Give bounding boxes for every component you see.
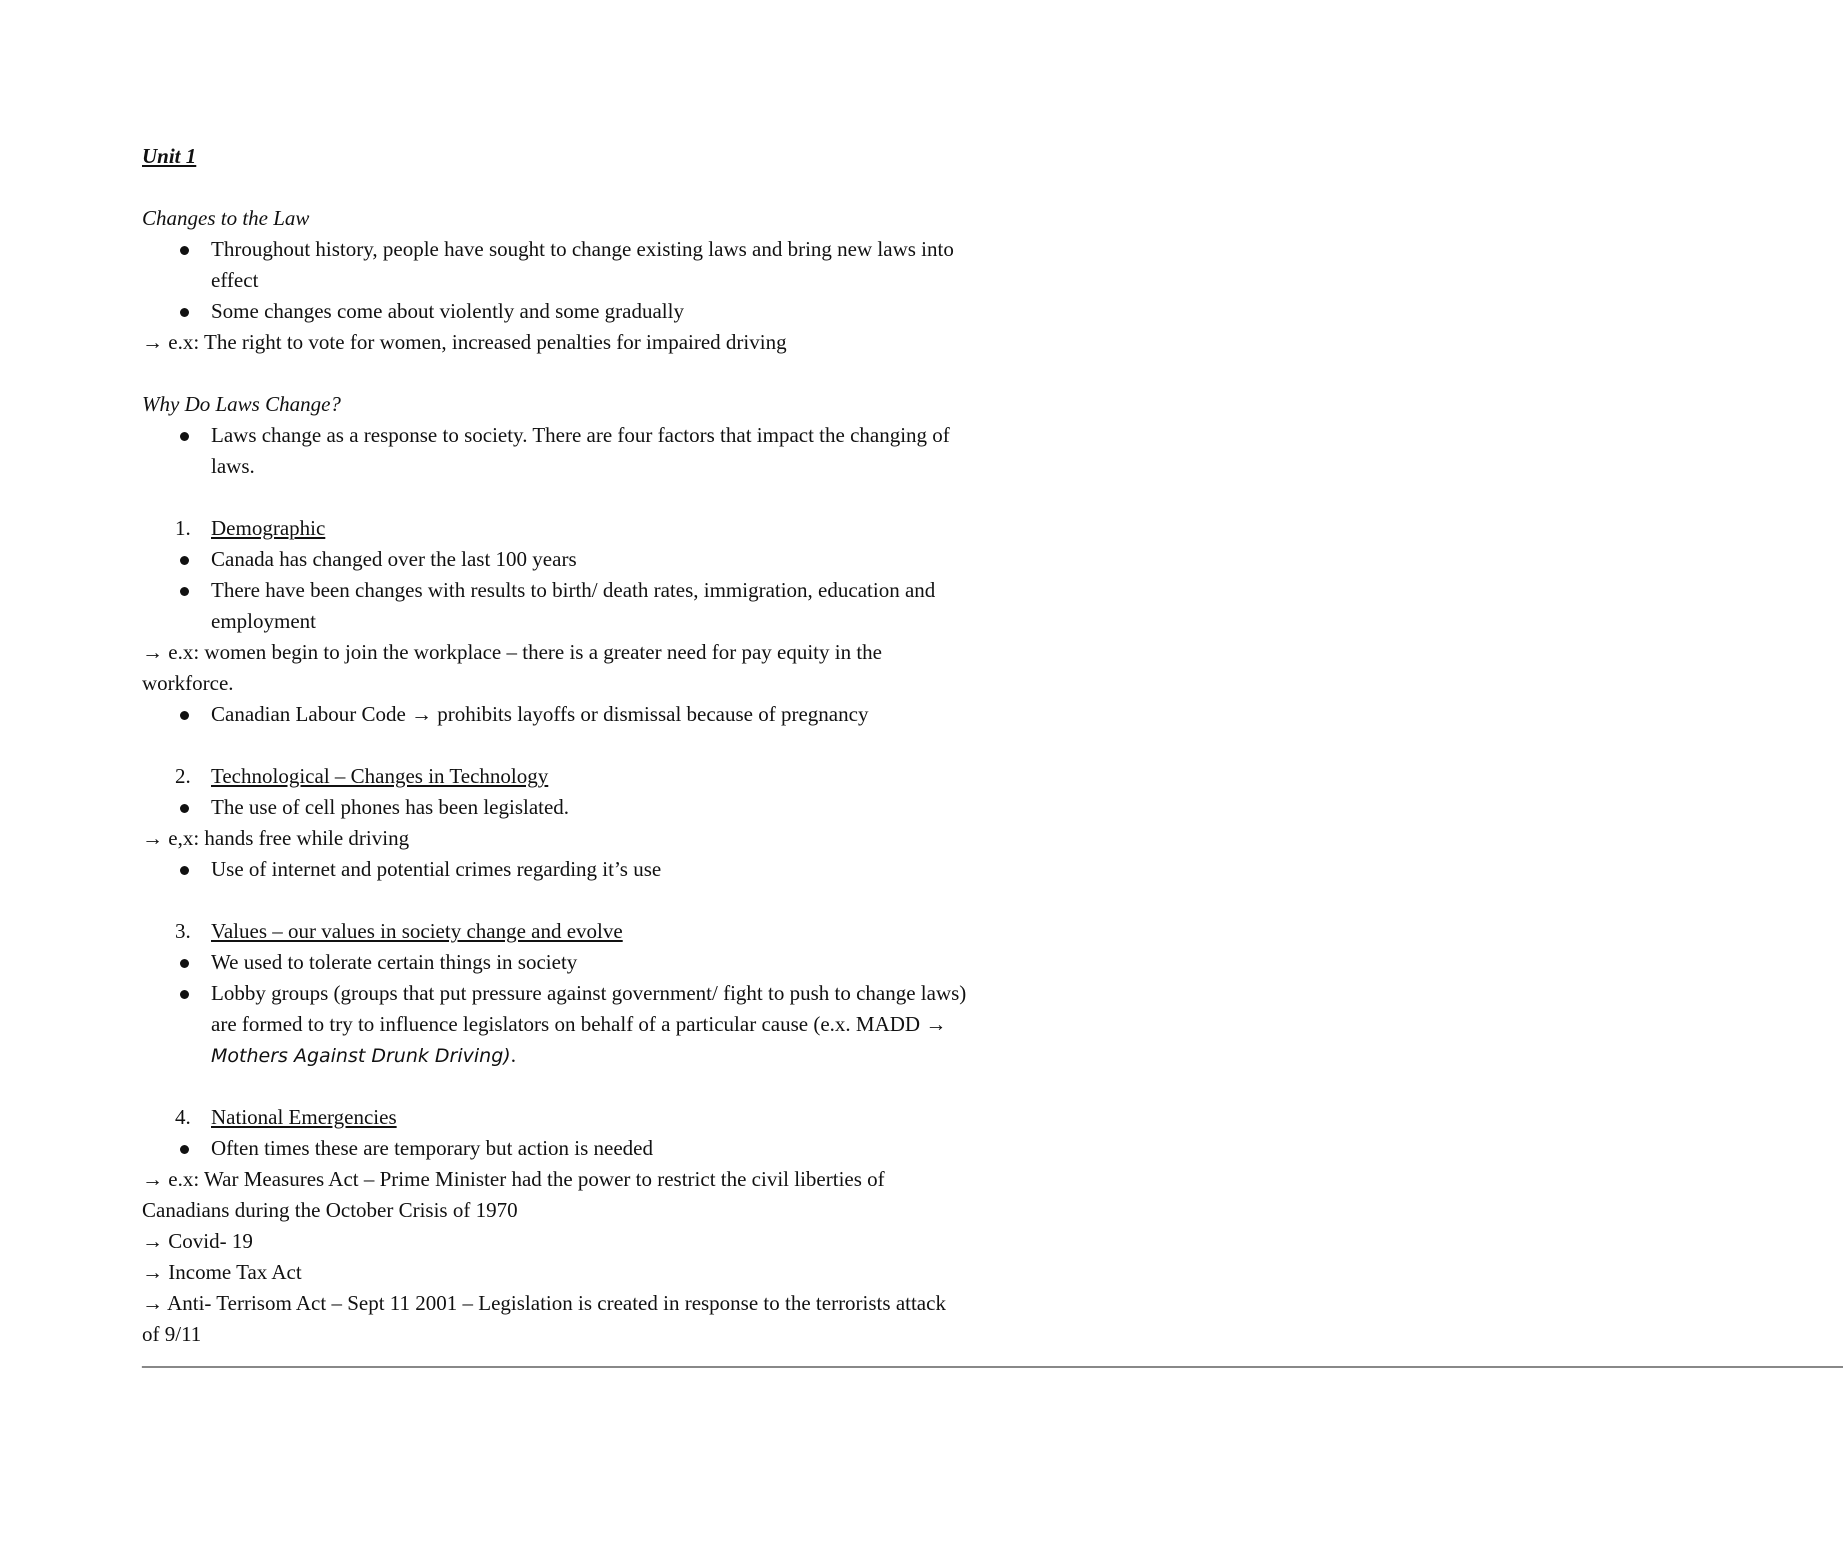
list-number: 1. (175, 516, 191, 540)
list-number: 4. (175, 1105, 191, 1129)
example-line: → Covid- 19 (142, 1229, 253, 1253)
list-item-text: There have been changes with results to birth/ death rates, immigration, education and (211, 578, 936, 602)
list-item (142, 296, 1062, 327)
document-title: Unit 1 (142, 144, 197, 168)
example-line: → e,x: hands free while driving (142, 826, 410, 850)
bullet-icon (180, 866, 189, 875)
bullet-icon (180, 246, 189, 255)
bullet-icon (180, 959, 189, 968)
list-item-text: Canadian Labour Code → prohibits layoffs or dismissal because of pregnancy (211, 702, 869, 726)
spacer (142, 730, 1062, 761)
example-line: of 9/11 (142, 1322, 202, 1346)
numbered-heading-values (142, 916, 1062, 947)
list-item (142, 854, 1062, 885)
list-item-continuation: are formed to try to influence legislators on behalf of a particular cause (e.x. MADD → (211, 1012, 947, 1036)
document-page (142, 141, 1843, 1381)
numbered-heading-technological (142, 761, 1062, 792)
spacer (142, 482, 1062, 513)
bullet-icon (180, 1145, 189, 1154)
divider: ————————————————————————————————————————————————————————————————————————————————— (142, 1353, 1843, 1377)
spacer (142, 358, 1062, 389)
list-item-text: Often times these are temporary but action is needed (211, 1136, 654, 1160)
list-item-text: Some changes come about violently and some gradually (211, 299, 684, 323)
list-item (142, 947, 1062, 978)
spacer (142, 1071, 1062, 1102)
example-line: → e.x: women begin to join the workplace – there is a greater need for pay equity in the (142, 640, 883, 664)
bullet-icon (180, 990, 189, 999)
numbered-heading-label: Values – our values in society change and evolve (211, 919, 623, 943)
section-heading-changes: Changes to the Law (142, 206, 310, 230)
list-number: 2. (175, 764, 191, 788)
example-line: Canadians during the October Crisis of 1970 (142, 1198, 518, 1222)
list-item (142, 234, 1062, 265)
list-item-text: Canada has changed over the last 100 years (211, 547, 577, 571)
list-number: 3. (175, 919, 191, 943)
list-item-continuation: employment (211, 609, 316, 633)
bullet-icon (180, 556, 189, 565)
bullet-icon (180, 587, 189, 596)
bullet-icon (180, 432, 189, 441)
list-item-text: Laws change as a response to society. There are four factors that impact the changing of (211, 423, 950, 447)
list-item-text: Use of internet and potential crimes regarding it’s use (211, 857, 662, 881)
numbered-heading-label: Technological – Changes in Technology (211, 764, 549, 788)
example-line: → e.x: The right to vote for women, increased penalties for impaired driving (142, 330, 787, 354)
list-item (142, 544, 1062, 575)
list-item-text: Lobby groups (groups that put pressure against government/ fight to push to change laws) (211, 981, 967, 1005)
example-line: → e.x: War Measures Act – Prime Minister had the power to restrict the civil liberties of (142, 1167, 885, 1191)
list-item (142, 792, 1062, 823)
list-item-continuation: effect (211, 268, 259, 292)
list-item (142, 1133, 1062, 1164)
spacer (142, 885, 1062, 916)
list-item-continuation (142, 1040, 1062, 1071)
section-heading-why: Why Do Laws Change? (142, 392, 341, 416)
list-item (142, 575, 1062, 606)
example-line: → Anti- Terrisom Act – Sept 11 2001 – Legislation is created in response to the terrorists attack (142, 1291, 946, 1315)
numbered-heading-label: National Emergencies (211, 1105, 397, 1129)
bullet-icon (180, 711, 189, 720)
spacer (142, 172, 1062, 203)
bullet-icon (180, 308, 189, 317)
list-item (142, 978, 1062, 1009)
numbered-heading-demographic (142, 513, 1062, 544)
list-item-text: Throughout history, people have sought to change existing laws and bring new laws into (211, 237, 954, 261)
organization-name: Mothers Against Drunk Driving) (211, 1045, 511, 1067)
numbered-heading-label: Demographic (211, 516, 326, 540)
bullet-icon (180, 804, 189, 813)
numbered-heading-emergencies (142, 1102, 1062, 1133)
list-item (142, 699, 1062, 730)
list-item-continuation: laws. (211, 454, 255, 478)
list-item (142, 420, 1062, 451)
example-line: workforce. (142, 671, 234, 695)
sentence-end: . (510, 1043, 516, 1067)
list-item-text: The use of cell phones has been legislated. (211, 795, 570, 819)
list-item-text: We used to tolerate certain things in society (211, 950, 578, 974)
example-line: → Income Tax Act (142, 1260, 302, 1284)
